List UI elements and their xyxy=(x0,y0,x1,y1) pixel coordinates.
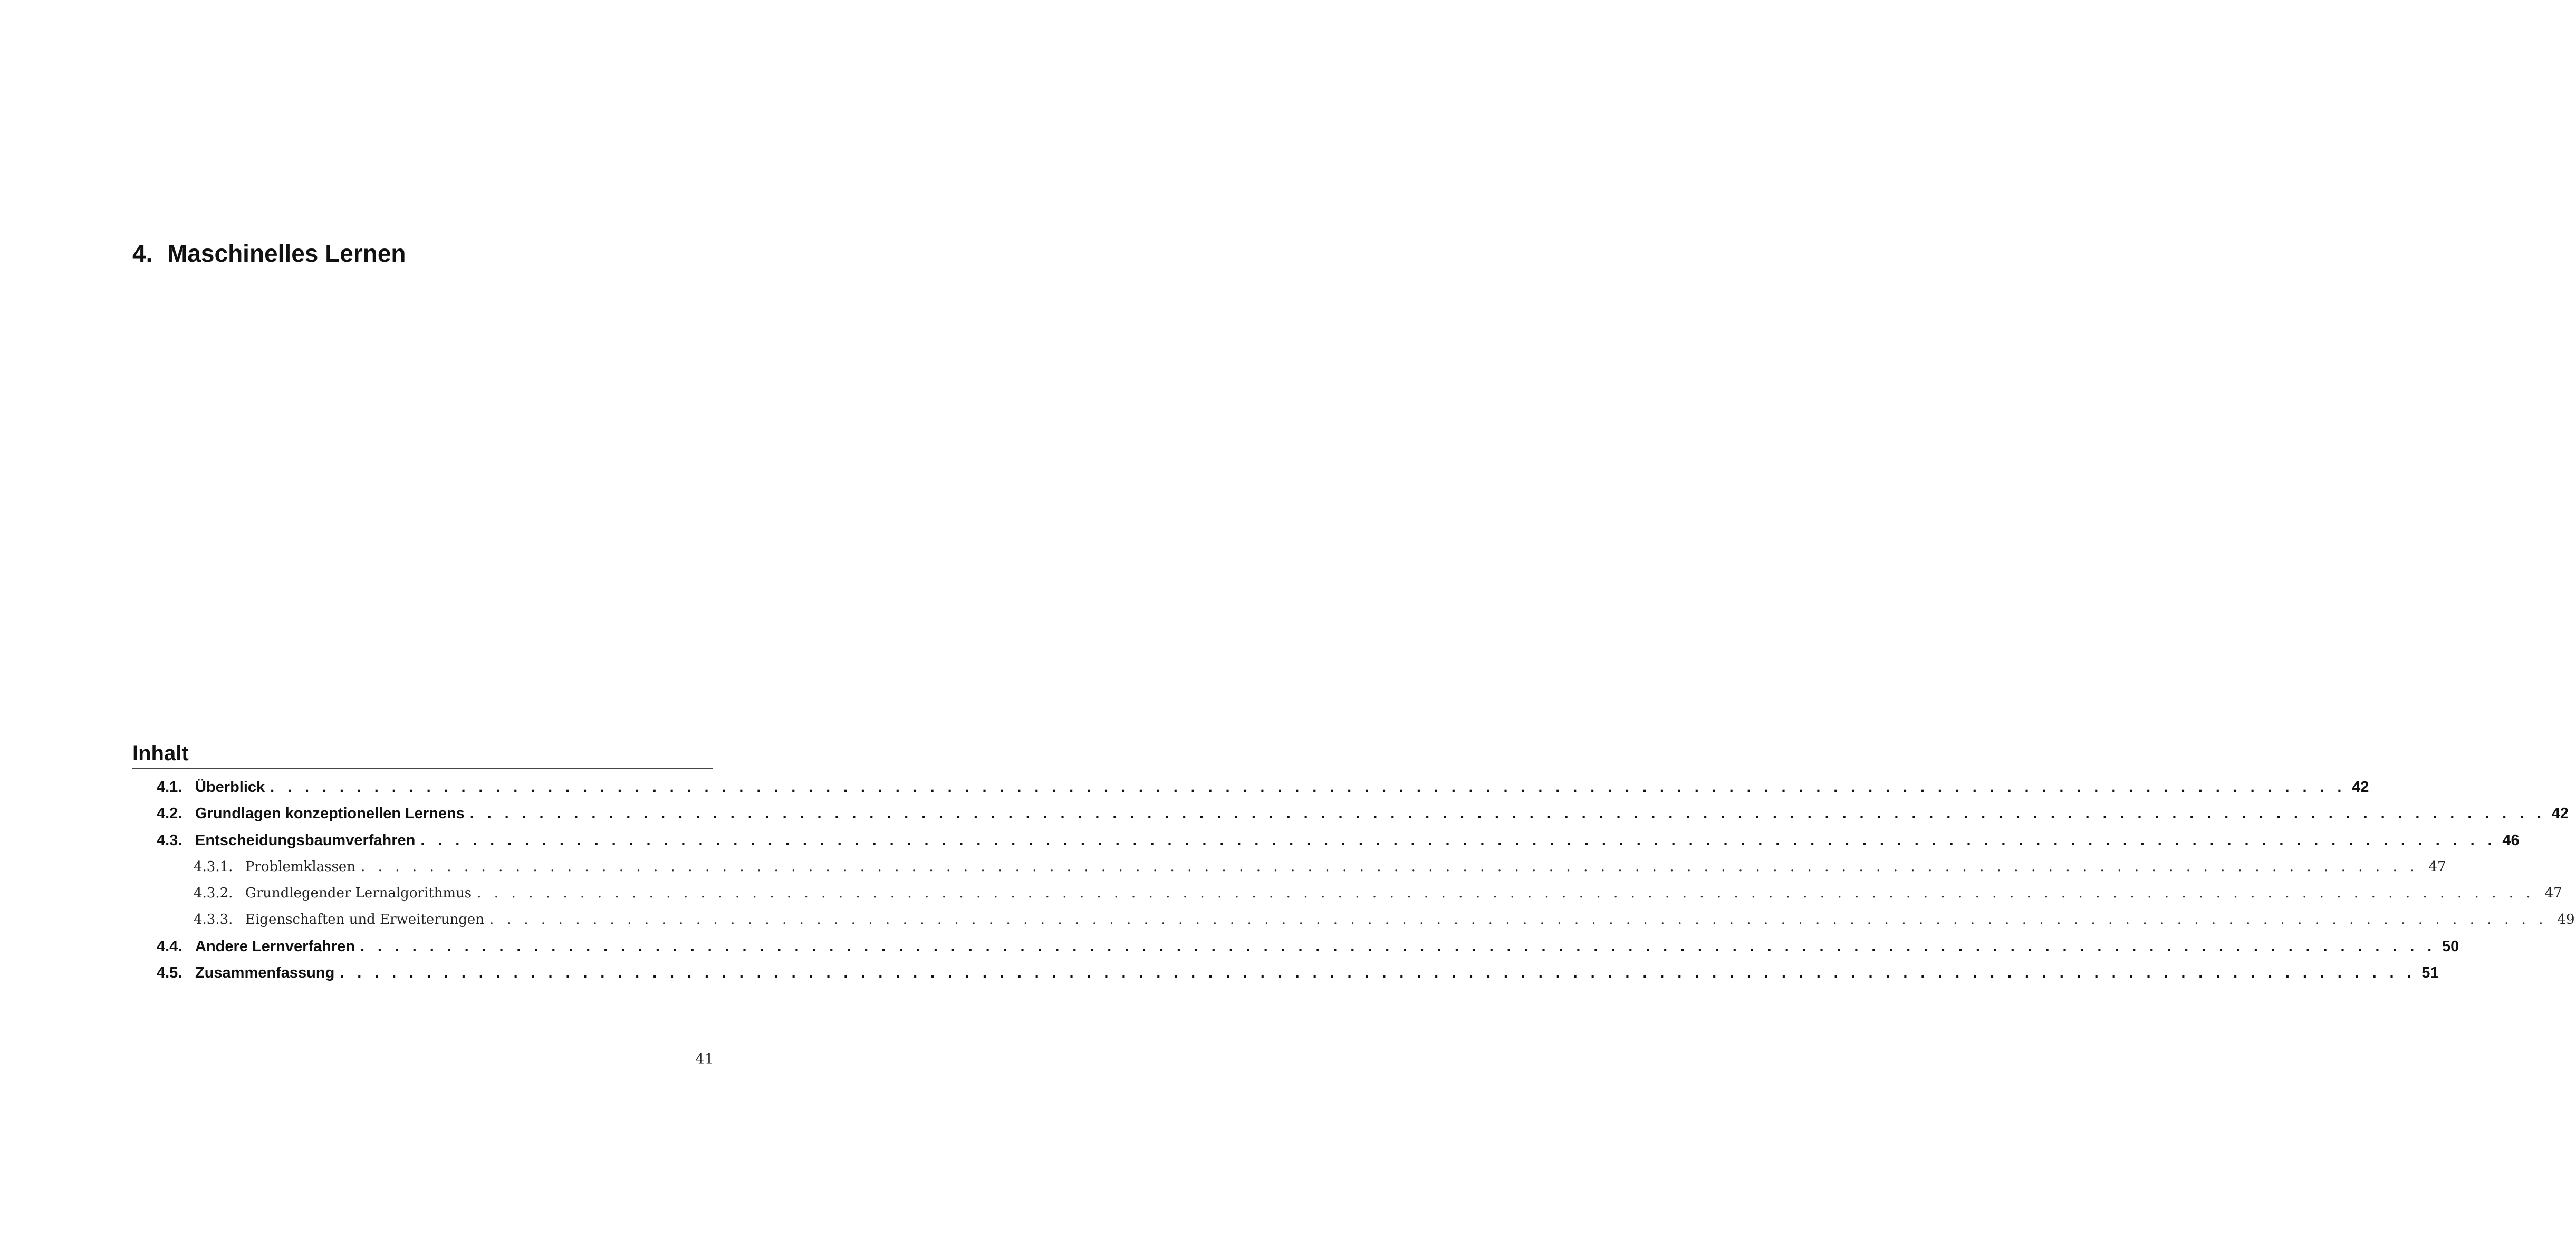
toc-entry-title: Entscheidungsbaumverfahren xyxy=(195,831,416,849)
toc-entry-page: 49 xyxy=(2557,912,2575,928)
toc-entry-title: Andere Lernverfahren xyxy=(195,938,355,955)
toc-entry-page: 42 xyxy=(2352,779,2369,796)
toc-entry-title: Überblick xyxy=(195,779,265,796)
chapter-title-text: Maschinelles Lernen xyxy=(167,240,406,267)
toc-entry-number: 4.3.2. xyxy=(194,885,233,902)
toc-entry-leader: . . . . . . . . . . . . . . . . . . . . . . . . . . . . . . . . . . . . . . . . . . . . . . . . . . . . . . . . . . . . . . . . . . . . . . . . . . . . . . . . . . . . . . . . . . . . . . . . . . . . . . . . . . . . . . . . . . . . . . . . xyxy=(270,779,2342,796)
toc-entry-leader: . . . . . . . . . . . . . . . . . . . . . . . . . . . . . . . . . . . . . . . . . . . . . . . . . . . . . . . . . . . . . . . . . . . . . . . . . . . . . . . . . . . . . . . . . . . . . . . . . . . . . . . . . . . . . . . . . . . . . . . . xyxy=(420,831,2492,849)
toc-entry-number: 4.1. xyxy=(157,779,182,796)
toc-entry[interactable] xyxy=(132,800,2569,827)
toc-entry-page: 50 xyxy=(2442,938,2459,955)
toc-entry-page: 47 xyxy=(2544,885,2562,902)
toc-list xyxy=(132,769,2575,998)
toc-subentry[interactable] xyxy=(132,906,2575,933)
toc-heading: Inhalt xyxy=(132,742,189,765)
toc-entry-leader: . . . . . . . . . . . . . . . . . . . . . . . . . . . . . . . . . . . . . . . . . . . . . . . . . . . . . . . . . . . . . . . . . . . . . . . . . . . . . . . . . . . . . . . . . . . . . . . . . . . . . . . . . . . . . . . . . . . . . . . . xyxy=(469,805,2542,822)
toc-entry[interactable] xyxy=(132,774,2369,800)
toc-entry-page: 46 xyxy=(2502,831,2520,849)
toc-entry[interactable] xyxy=(132,960,2439,986)
toc-subentry[interactable] xyxy=(132,854,2446,880)
chapter-number: 4. xyxy=(132,240,153,267)
toc-entry-leader: . . . . . . . . . . . . . . . . . . . . . . . . . . . . . . . . . . . . . . . . . . . . . . . . . . . . . . . . . . . . . . . . . . . . . . . . . . . . . . . . . . . . . . . . . . . . . . . . . . . . . . . . . . . . . . . . . . . . . . . . xyxy=(360,938,2432,955)
toc-entry-number: 4.2. xyxy=(157,805,182,822)
toc-entry-number: 4.3.3. xyxy=(194,912,233,928)
chapter-title xyxy=(132,238,406,268)
toc-entry-page: 51 xyxy=(2421,964,2439,982)
toc-entry-page: 47 xyxy=(2428,858,2446,875)
toc-entry-leader: . . . . . . . . . . . . . . . . . . . . . . . . . . . . . . . . . . . . . . . . . . . . . . . . . . . . . . . . . . . . . . . . . . . . . . . . . . . . . . . . . . . . . . . . . . . . . . . . . . . . . . . . . . . . . . . . . . . . . . . . xyxy=(477,885,2531,902)
toc-entry[interactable] xyxy=(132,933,2459,960)
page-number: 41 xyxy=(695,1051,714,1067)
toc-entry-leader: . . . . . . . . . . . . . . . . . . . . . . . . . . . . . . . . . . . . . . . . . . . . . . . . . . . . . . . . . . . . . . . . . . . . . . . . . . . . . . . . . . . . . . . . . . . . . . . . . . . . . . . . . . . . . . . . . . . . . . . . xyxy=(340,964,2411,982)
toc-entry-page: 42 xyxy=(2551,805,2569,822)
toc-entry-leader: . . . . . . . . . . . . . . . . . . . . . . . . . . . . . . . . . . . . . . . . . . . . . . . . . . . . . . . . . . . . . . . . . . . . . . . . . . . . . . . . . . . . . . . . . . . . . . . . . . . . . . . . . . . . . . . . . . . . . . . . xyxy=(360,858,2415,875)
toc-entry-leader: . . . . . . . . . . . . . . . . . . . . . . . . . . . . . . . . . . . . . . . . . . . . . . . . . . . . . . . . . . . . . . . . . . . . . . . . . . . . . . . . . . . . . . . . . . . . . . . . . . . . . . . . . . . . . . . . . . . . . . . . xyxy=(489,912,2543,928)
toc-entry-title: Problemklassen xyxy=(245,858,355,875)
toc-entry-number: 4.3.1. xyxy=(194,858,233,875)
toc-entry-number: 4.3. xyxy=(157,831,182,849)
toc-entry-title: Zusammenfassung xyxy=(195,964,335,982)
table-of-contents xyxy=(132,739,2575,998)
toc-entry[interactable] xyxy=(132,827,2520,854)
toc-entry-number: 4.4. xyxy=(157,938,182,955)
toc-entry-title: Eigenschaften und Erweiterungen xyxy=(245,912,484,928)
toc-entry-title: Grundlagen konzeptionellen Lernens xyxy=(195,805,465,822)
toc-subentry[interactable] xyxy=(132,880,2562,906)
toc-entry-title: Grundlegender Lernalgorithmus xyxy=(245,885,472,902)
toc-entry-number: 4.5. xyxy=(157,964,182,982)
